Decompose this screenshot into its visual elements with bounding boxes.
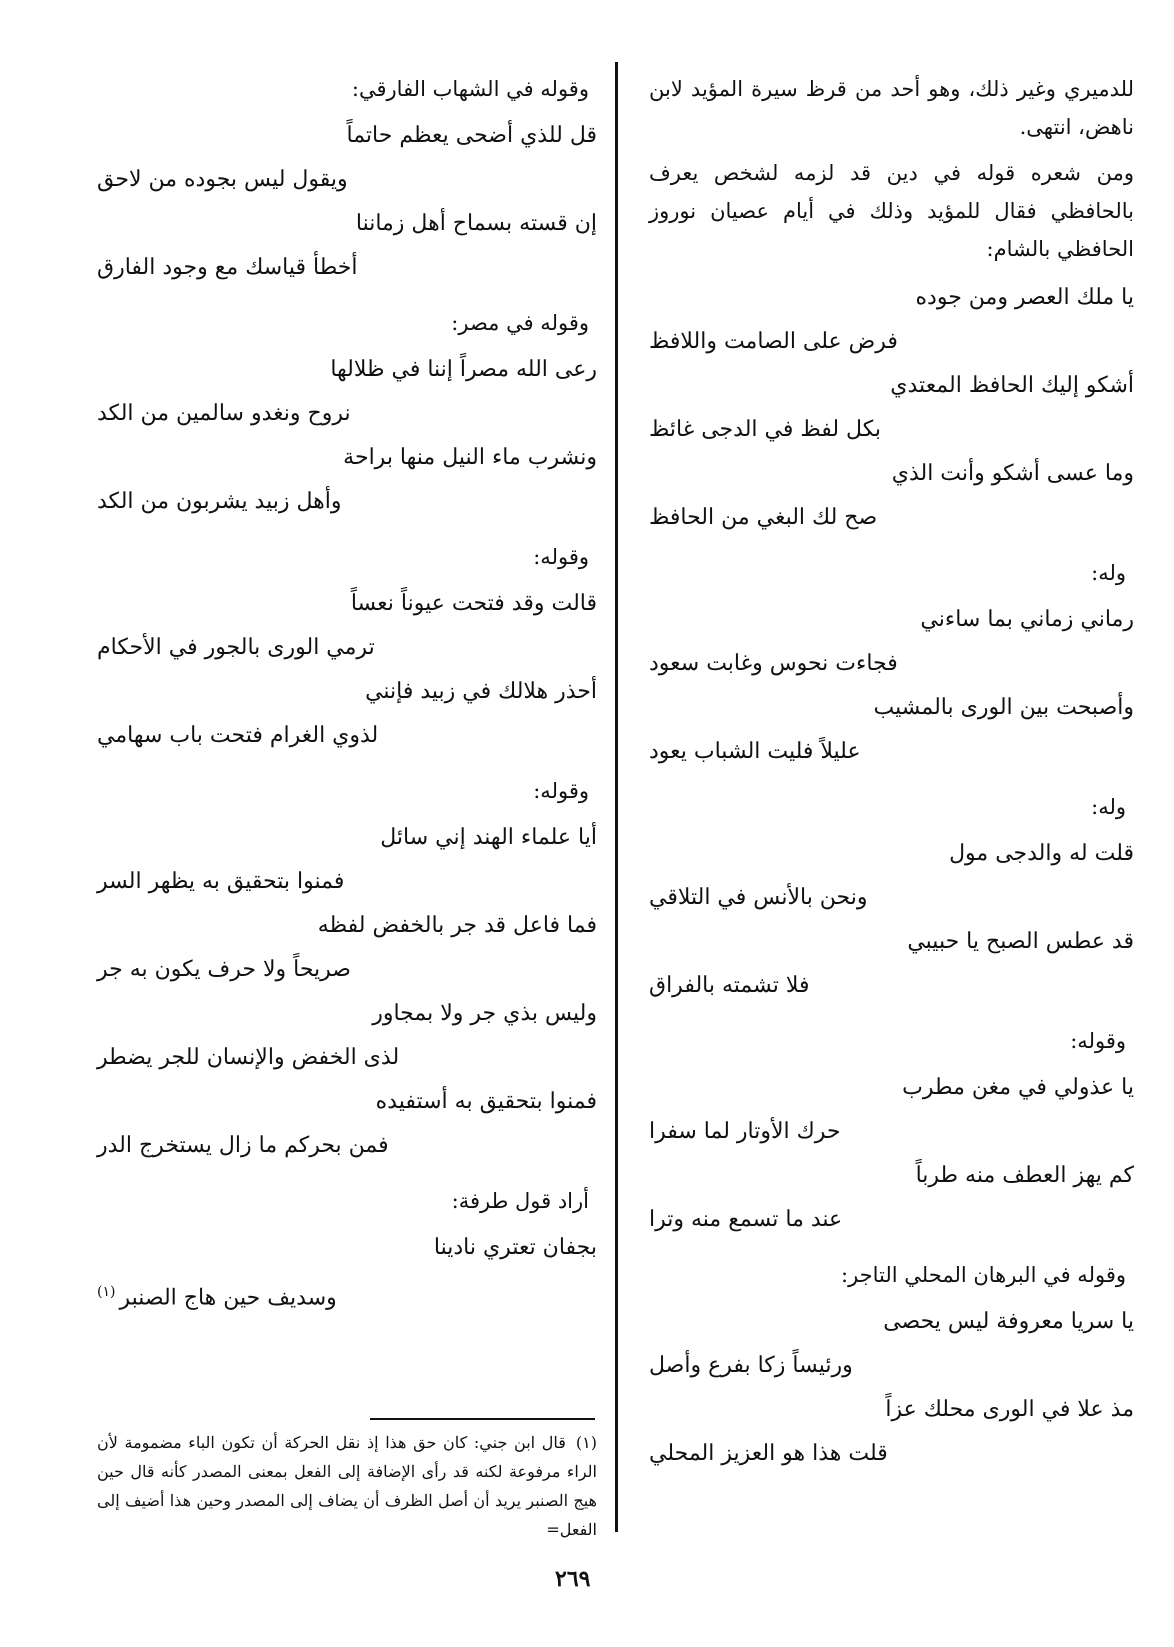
verse-line: يا عذولي في مغن مطرب	[902, 1075, 1134, 1100]
verse-line: وما عسى أشكو وأنت الذي	[891, 461, 1134, 486]
left-column	[97, 70, 597, 1328]
page-number: ٢٦٩	[555, 1566, 591, 1592]
verse-line: قل للذي أضحى يعظم حاتماً	[346, 123, 597, 148]
verse-line: فجاءت نحوس وغابت سعود	[649, 651, 898, 676]
verse-line: فرض على الصامت واللافظ	[649, 329, 898, 354]
verse-line: بكل لفظ في الدجى غائظ	[649, 417, 881, 442]
verse-line: ونشرب ماء النيل منها براحة	[343, 445, 597, 470]
verse-line: قلت هذا هو العزيز المحلي	[649, 1441, 888, 1466]
verse-line: لذوي الغرام فتحت باب سهامي	[97, 723, 379, 748]
verse-line: صريحاً ولا حرف يكون به جر	[97, 957, 351, 982]
poem-ramani	[649, 598, 1134, 774]
verse-line: حرك الأوتار لما سفرا	[649, 1119, 841, 1144]
verse-line: ترمي الورى بالجور في الأحكام	[97, 635, 375, 660]
verse-line: ويقول ليس بجوده من لاحق	[97, 167, 348, 192]
poem-adhuli	[649, 1066, 1134, 1242]
verse-line: فلا تشمته بالفراق	[649, 973, 810, 998]
poem-tarafa	[97, 1226, 597, 1314]
verse-line: قد عطس الصبح يا حبيبي	[907, 929, 1134, 954]
verse-line: بجفان تعتري نادينا	[433, 1235, 597, 1260]
poem-intro: أراد قول طرفة:	[451, 1189, 589, 1213]
verse-line: أخطأ قياسك مع وجود الفارق	[97, 255, 358, 280]
verse-line: وأهل زبيد يشربون من الكد	[97, 489, 342, 514]
poem-intro: وله:	[1091, 561, 1126, 585]
poem-qultu	[649, 832, 1134, 1008]
verse-line: قالت وقد فتحت عيوناً نعساً	[350, 591, 597, 616]
poem-intro: وقوله:	[1070, 1029, 1126, 1053]
verse-line: أيا علماء الهند إني سائل	[380, 825, 597, 850]
poem-intro: وقوله في البرهان المحلي التاجر:	[841, 1263, 1126, 1287]
poem-qalat	[97, 582, 597, 758]
poem-hind	[97, 816, 597, 1168]
footnote-marker: (١)	[575, 1433, 598, 1452]
poem-intro: وقوله:	[533, 545, 589, 569]
verse-line: وليس بذي جر ولا بمجاور	[372, 1001, 597, 1026]
verse-line: يا ملك العصر ومن جوده	[915, 285, 1134, 310]
poem-hafizi	[649, 276, 1134, 540]
poem-farqi	[97, 114, 597, 290]
poem-misr	[97, 348, 597, 524]
verse-line: صح لك البغي من الحافظ	[649, 505, 878, 530]
verse-line: فمنوا بتحقيق به أستفيده	[375, 1089, 597, 1114]
verse-line: فمنوا بتحقيق به يظهر السر	[97, 869, 345, 894]
verse-line: وأصبحت بين الورى بالمشيب	[873, 695, 1134, 720]
footnote-separator	[370, 1418, 595, 1420]
verse-line: عند ما تسمع منه وترا	[649, 1207, 843, 1232]
verse-line: أحذر هلالك في زبيد فإنني	[365, 679, 597, 704]
verse-line: أشكو إليك الحافظ المعتدي	[890, 373, 1134, 398]
poem-intro: وقوله في الشهاب الفارقي:	[351, 77, 589, 101]
verse-line: مذ علا في الورى محلك عزاً	[885, 1397, 1134, 1422]
verse-line: ورئيساً زكا بفرع وأصل	[649, 1353, 853, 1378]
verse-line	[97, 1270, 597, 1314]
verse-line: رماني زماني بما ساءني	[920, 607, 1134, 632]
verse-line: فما فاعل قد جر بالخفض لفظه	[317, 913, 597, 938]
right-column	[649, 70, 1134, 1490]
footnote	[97, 1428, 597, 1544]
verse-line: ونحن بالأنس في التلاقي	[649, 885, 868, 910]
verse-text: وسديف حين هاج الصنبر	[119, 1285, 337, 1311]
footnote-text: قال ابن جني: كان حق هذا إذ نقل الحركة أن تكون الباء مضمومة لأن الراء مرفوعة لكنه قد رأى الإضافة إلى الفعل بمعنى المصدر كأنه قال حين هيج الصنبر يريد أن أصل الظرف أن يضاف إلى المصدر وحين هذا أضيف إلى الفعل=	[97, 1433, 597, 1539]
verse-line: لذى الخفض والإنسان للجر يضطر	[97, 1045, 400, 1070]
intro-paragraph: ومن شعره قوله في دين قد لزمه لشخص يعرف بالحافظي فقال للمؤيد وذلك في أيام عصيان نوروز الحافظي بالشام:	[649, 161, 1134, 261]
verse-line: عليلاً فليت الشباب يعود	[649, 739, 861, 764]
poem-intro: وقوله في مصر:	[451, 311, 589, 335]
verse-line: إن قسته بسماح أهل زماننا	[355, 211, 597, 236]
poem-intro: وقوله:	[533, 779, 589, 803]
opening-text: للدميري وغير ذلك، وهو أحد من قرظ سيرة المؤيد لابن ناهض، انتهى.	[649, 77, 1134, 139]
verse-line: يا سريا معروفة ليس يحصى	[883, 1309, 1134, 1334]
verse-line: نروح ونغدو سالمين من الكد	[97, 401, 351, 426]
verse-line: قلت له والدجى مول	[949, 841, 1134, 866]
poem-intro: وله:	[1091, 795, 1126, 819]
verse-line: رعى الله مصراً إننا في ظلالها	[330, 357, 597, 382]
verse-line: فمن بحركم ما زال يستخرج الدر	[97, 1133, 389, 1158]
footnote-reference: (١)	[97, 1284, 116, 1300]
verse-line: كم يهز العطف منه طرباً	[915, 1163, 1134, 1188]
poem-burhan	[649, 1300, 1134, 1476]
column-divider	[615, 62, 618, 1532]
